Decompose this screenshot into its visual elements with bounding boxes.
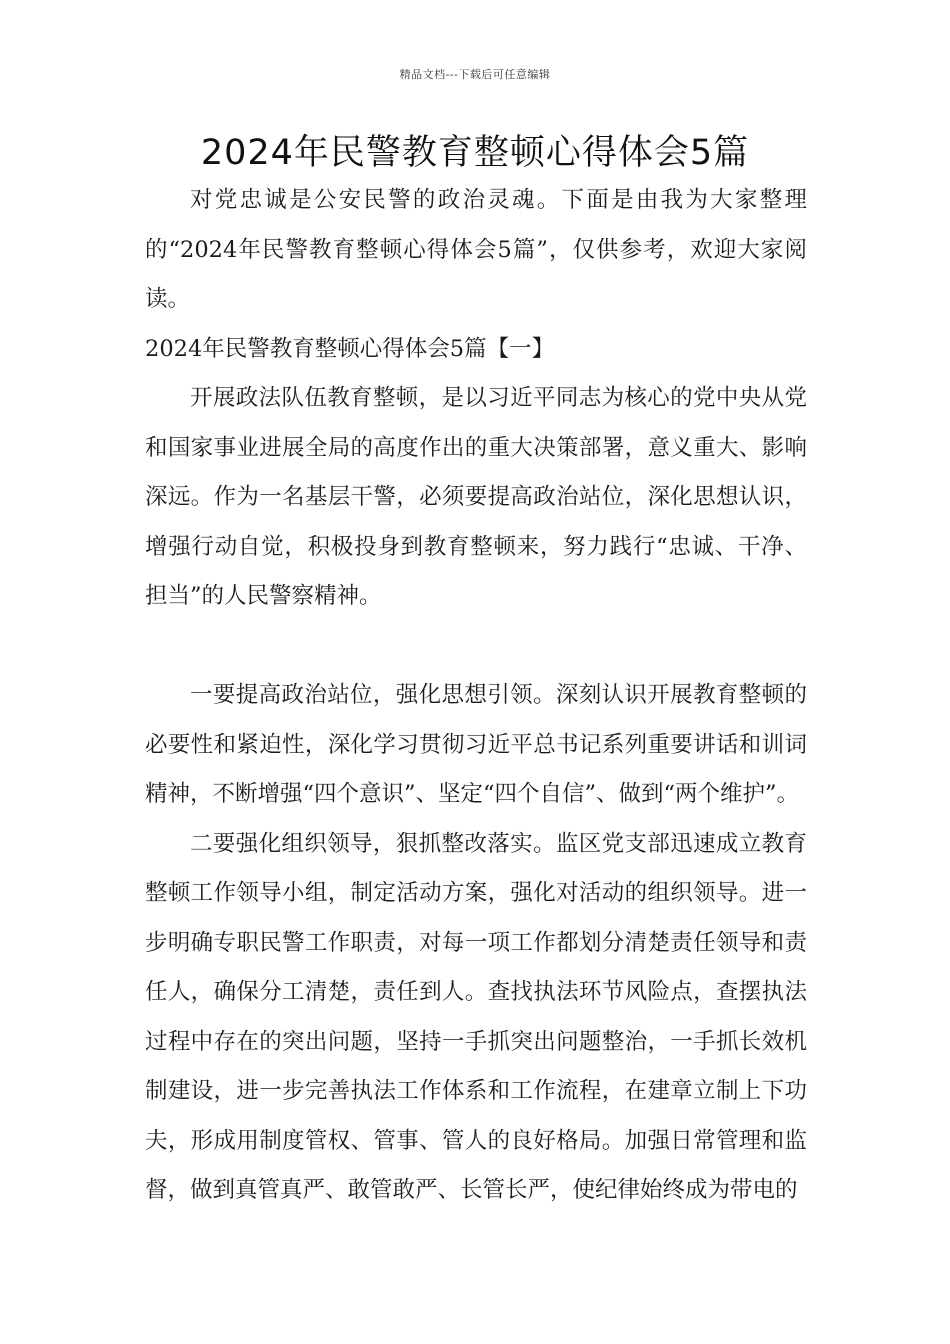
body-paragraph-2: 一要提高政治站位，强化思想引领。深刻认识开展教育整顿的必要性和紧迫性，深化学习贯彻习近平总书记系列重要讲话和训词精神，不断增强“四个意识”、坚定“四个自信”、做到“两个维护”。 xyxy=(145,682,807,807)
document-title: 2024年民警教育整顿心得体会5篇 xyxy=(200,133,750,173)
intro-paragraph: 对党忠诚是公安民警的政治灵魂。下面是由我为大家整理的“2024年民警教育整顿心得体会5篇”，仅供参考，欢迎大家阅读。 xyxy=(145,187,807,312)
body-paragraph-1: 开展政法队伍教育整顿，是以习近平同志为核心的党中央从党和国家事业进展全局的高度作出的重大决策部署，意义重大、影响深远。作为一名基层干警，必须要提高政治站位，深化思想认识，增强行动自觉，积极投身到教育整顿来，努力践行“忠诚、干净、担当”的人民警察精神。 xyxy=(145,385,807,609)
section-heading: 2024年民警教育整顿心得体会5篇【一】 xyxy=(145,335,555,362)
document-body xyxy=(145,176,807,1216)
paragraph-spacer xyxy=(145,622,807,672)
header-note: 精品文档---下载后可任意编辑 xyxy=(399,68,551,81)
body-paragraph-3: 二要强化组织领导，狠抓整改落实。监区党支部迅速成立教育整顿工作领导小组，制定活动方案，强化对活动的组织领导。进一步明确专职民警工作职责，对每一项工作都划分清楚责任领导和责任人，确保分工清楚，责任到人。查找执法环节风险点，查摆执法过程中存在的突出问题，坚持一手抓突出问题整治，一手抓长效机制建设，进一步完善执法工作体系和工作流程，在建章立制上下功夫，形成用制度管权、管事、管人的良好格局。加强日常管理和监督，做到真管真严、敢管敢严、长管长严，使纪律始终成为带电的 xyxy=(145,830,807,1203)
